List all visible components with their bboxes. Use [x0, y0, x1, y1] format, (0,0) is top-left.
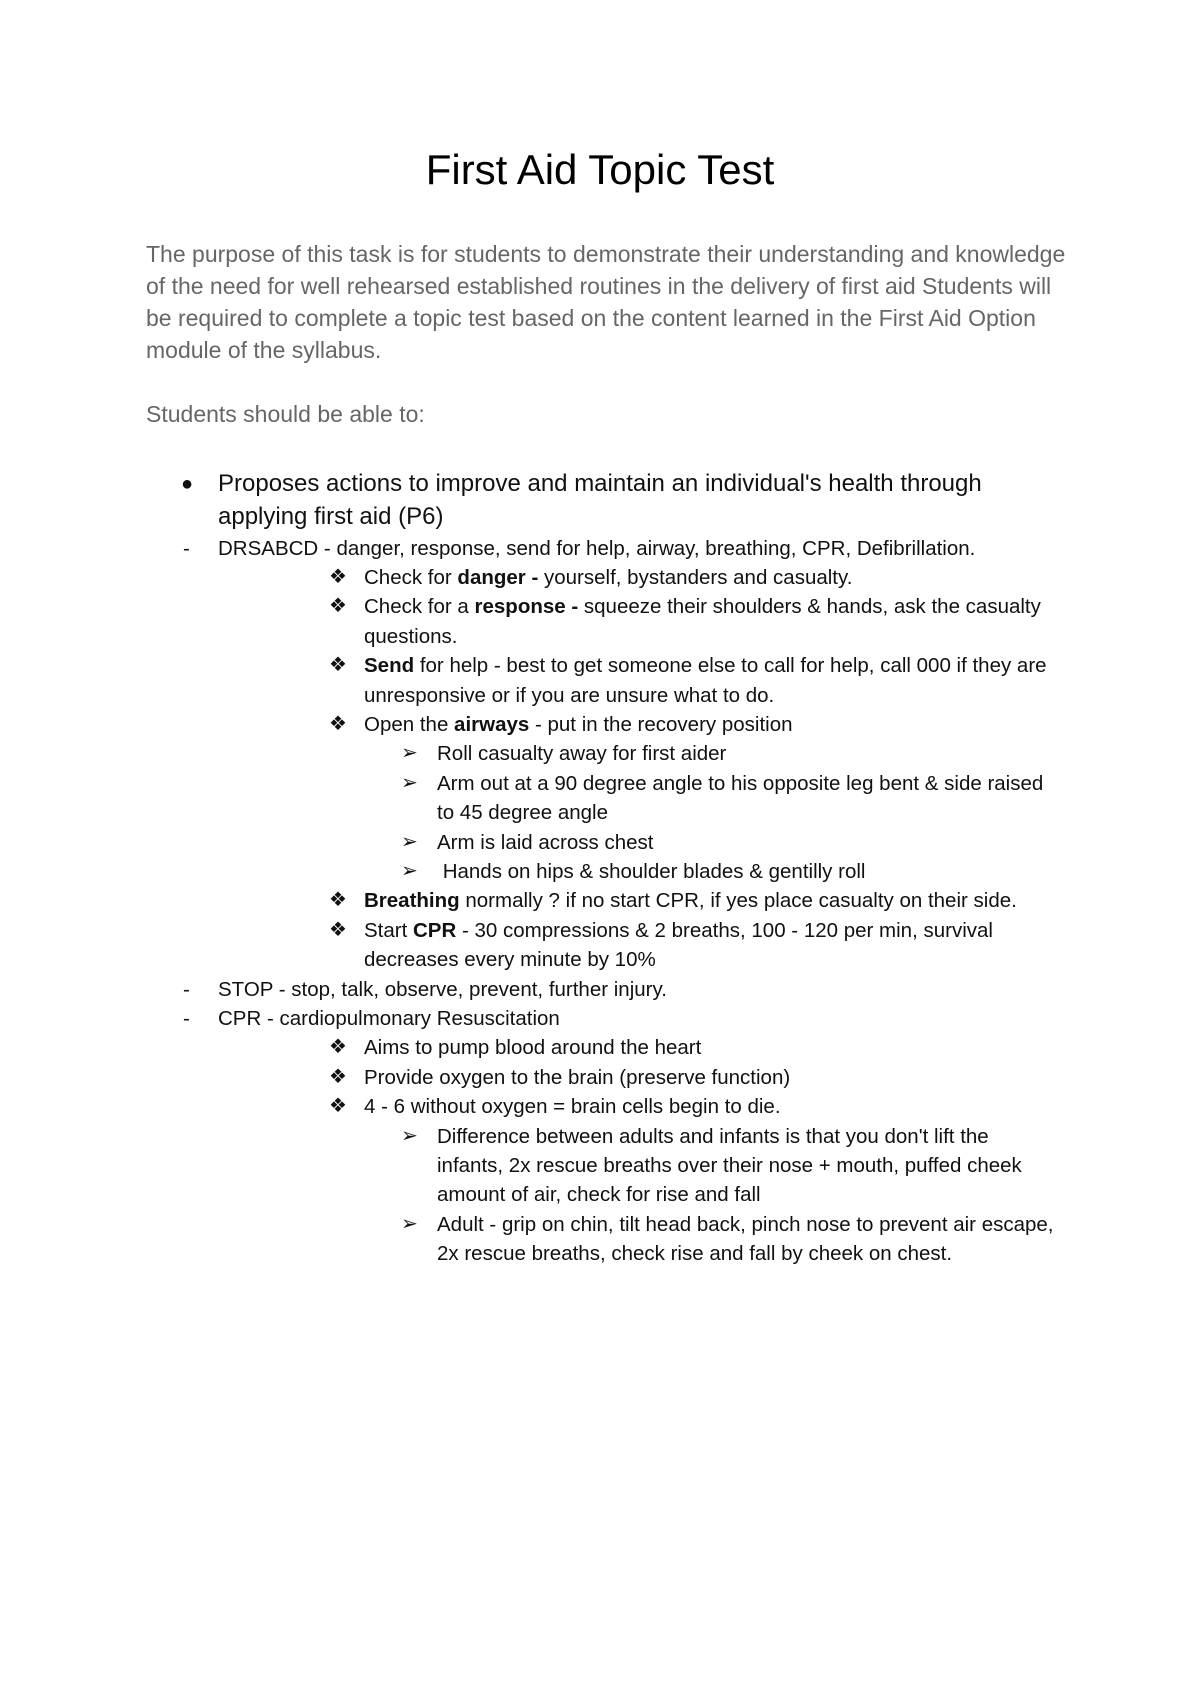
cpr-section-item	[0, 1004, 1200, 1033]
outcome-item	[0, 468, 1200, 533]
cpr-point	[0, 1033, 1200, 1062]
arrow-marker: ➢	[401, 830, 418, 853]
diamond-marker: ❖	[329, 1036, 347, 1059]
dash-marker: -	[183, 977, 190, 1001]
diamond-marker: ❖	[329, 595, 347, 618]
send-text: Send for help - best to get someone else to call for help, call 000 if they are unresponsive or if you are unsure what to do.	[364, 654, 1047, 707]
recovery-step	[0, 769, 1200, 828]
cpr-step-text: Start CPR - 30 compressions & 2 breaths, 100 - 120 per min, survival decreases every minute by 10%	[364, 918, 993, 972]
send-item	[0, 651, 1200, 710]
diamond-marker: ❖	[329, 1095, 347, 1118]
airways-item	[0, 710, 1200, 739]
cpr-point-text: 4 - 6 without oxygen = brain cells begin to die.	[364, 1095, 781, 1119]
recovery-step-text: Hands on hips & shoulder blades & gentilly roll	[437, 859, 866, 883]
cpr-detail	[0, 1122, 1200, 1210]
arrow-marker: ➢	[401, 859, 418, 882]
recovery-step	[0, 739, 1200, 768]
dash-marker: -	[183, 1007, 190, 1030]
document-title: First Aid Topic Test	[425, 146, 775, 193]
arrow-marker: ➢	[401, 1124, 418, 1147]
recovery-step-text: Arm out at a 90 degree angle to his opposite leg bent & side raised to 45 degree angle	[437, 771, 1044, 825]
cpr-point	[0, 1092, 1200, 1121]
cpr-detail-text: Difference between adults and infants is that you don't lift the infants, 2x rescue breaths over their nose + mouth, puffed cheek amount of air, check for rise and fall	[437, 1124, 1022, 1207]
stop-text: STOP - stop, talk, observe, prevent, further injury.	[218, 977, 667, 1001]
response-item	[0, 592, 1200, 651]
lead-sentence: Students should be able to:	[146, 401, 425, 427]
cpr-detail-text: Adult - grip on chin, tilt head back, pinch nose to prevent air escape, 2x rescue breaths, check rise and fall by cheek on chest.	[437, 1212, 1054, 1266]
drsabcd-item	[0, 534, 1200, 563]
recovery-step	[0, 857, 1200, 886]
arrow-marker: ➢	[401, 742, 418, 765]
cpr-step-item	[0, 916, 1200, 975]
cpr-point	[0, 1063, 1200, 1092]
recovery-step-text: Arm is laid across chest	[437, 830, 654, 854]
diamond-marker: ❖	[329, 889, 347, 912]
outcome-text: Proposes actions to improve and maintain an individual's health through applying first aid (P6)	[218, 470, 982, 530]
breathing-text: Breathing normally ? if no start CPR, if yes place casualty on their side.	[364, 889, 1017, 913]
diamond-marker: ❖	[329, 712, 347, 735]
stop-item	[0, 975, 1200, 1004]
diamond-marker: ❖	[329, 1065, 347, 1088]
bullet-marker: ●	[181, 473, 194, 495]
content-list	[0, 468, 1200, 1269]
cpr-detail	[0, 1210, 1200, 1269]
cpr-point-text: Provide oxygen to the brain (preserve function)	[364, 1065, 791, 1089]
drsabcd-text: DRSABCD - danger, response, send for help, airway, breathing, CPR, Defibrillation.	[218, 536, 976, 560]
cpr-point-text: Aims to pump blood around the heart	[364, 1036, 702, 1060]
danger-text: Check for danger - yourself, bystanders and casualty.	[364, 565, 853, 589]
dash-marker: -	[183, 536, 190, 560]
diamond-marker: ❖	[329, 565, 347, 588]
breathing-item	[0, 886, 1200, 915]
danger-item	[0, 563, 1200, 592]
arrow-marker: ➢	[401, 771, 418, 794]
recovery-step	[0, 828, 1200, 857]
diamond-marker: ❖	[329, 918, 347, 941]
airways-text: Open the airways - put in the recovery position	[364, 712, 793, 736]
intro-paragraph: The purpose of this task is for students to demonstrate their understanding and knowledge of the need for well rehearsed established routines in the delivery of first aid Students will be required to complete a topic test based on the content learned in the First Aid Option module of the syllabus.	[146, 241, 1066, 363]
arrow-marker: ➢	[401, 1212, 418, 1235]
response-text: Check for a response - squeeze their shoulders & hands, ask the casualty questions.	[364, 595, 1041, 648]
cpr-section-text: CPR - cardiopulmonary Resuscitation	[218, 1007, 560, 1030]
recovery-step-text: Roll casualty away for first aider	[437, 742, 727, 766]
diamond-marker: ❖	[329, 654, 347, 677]
